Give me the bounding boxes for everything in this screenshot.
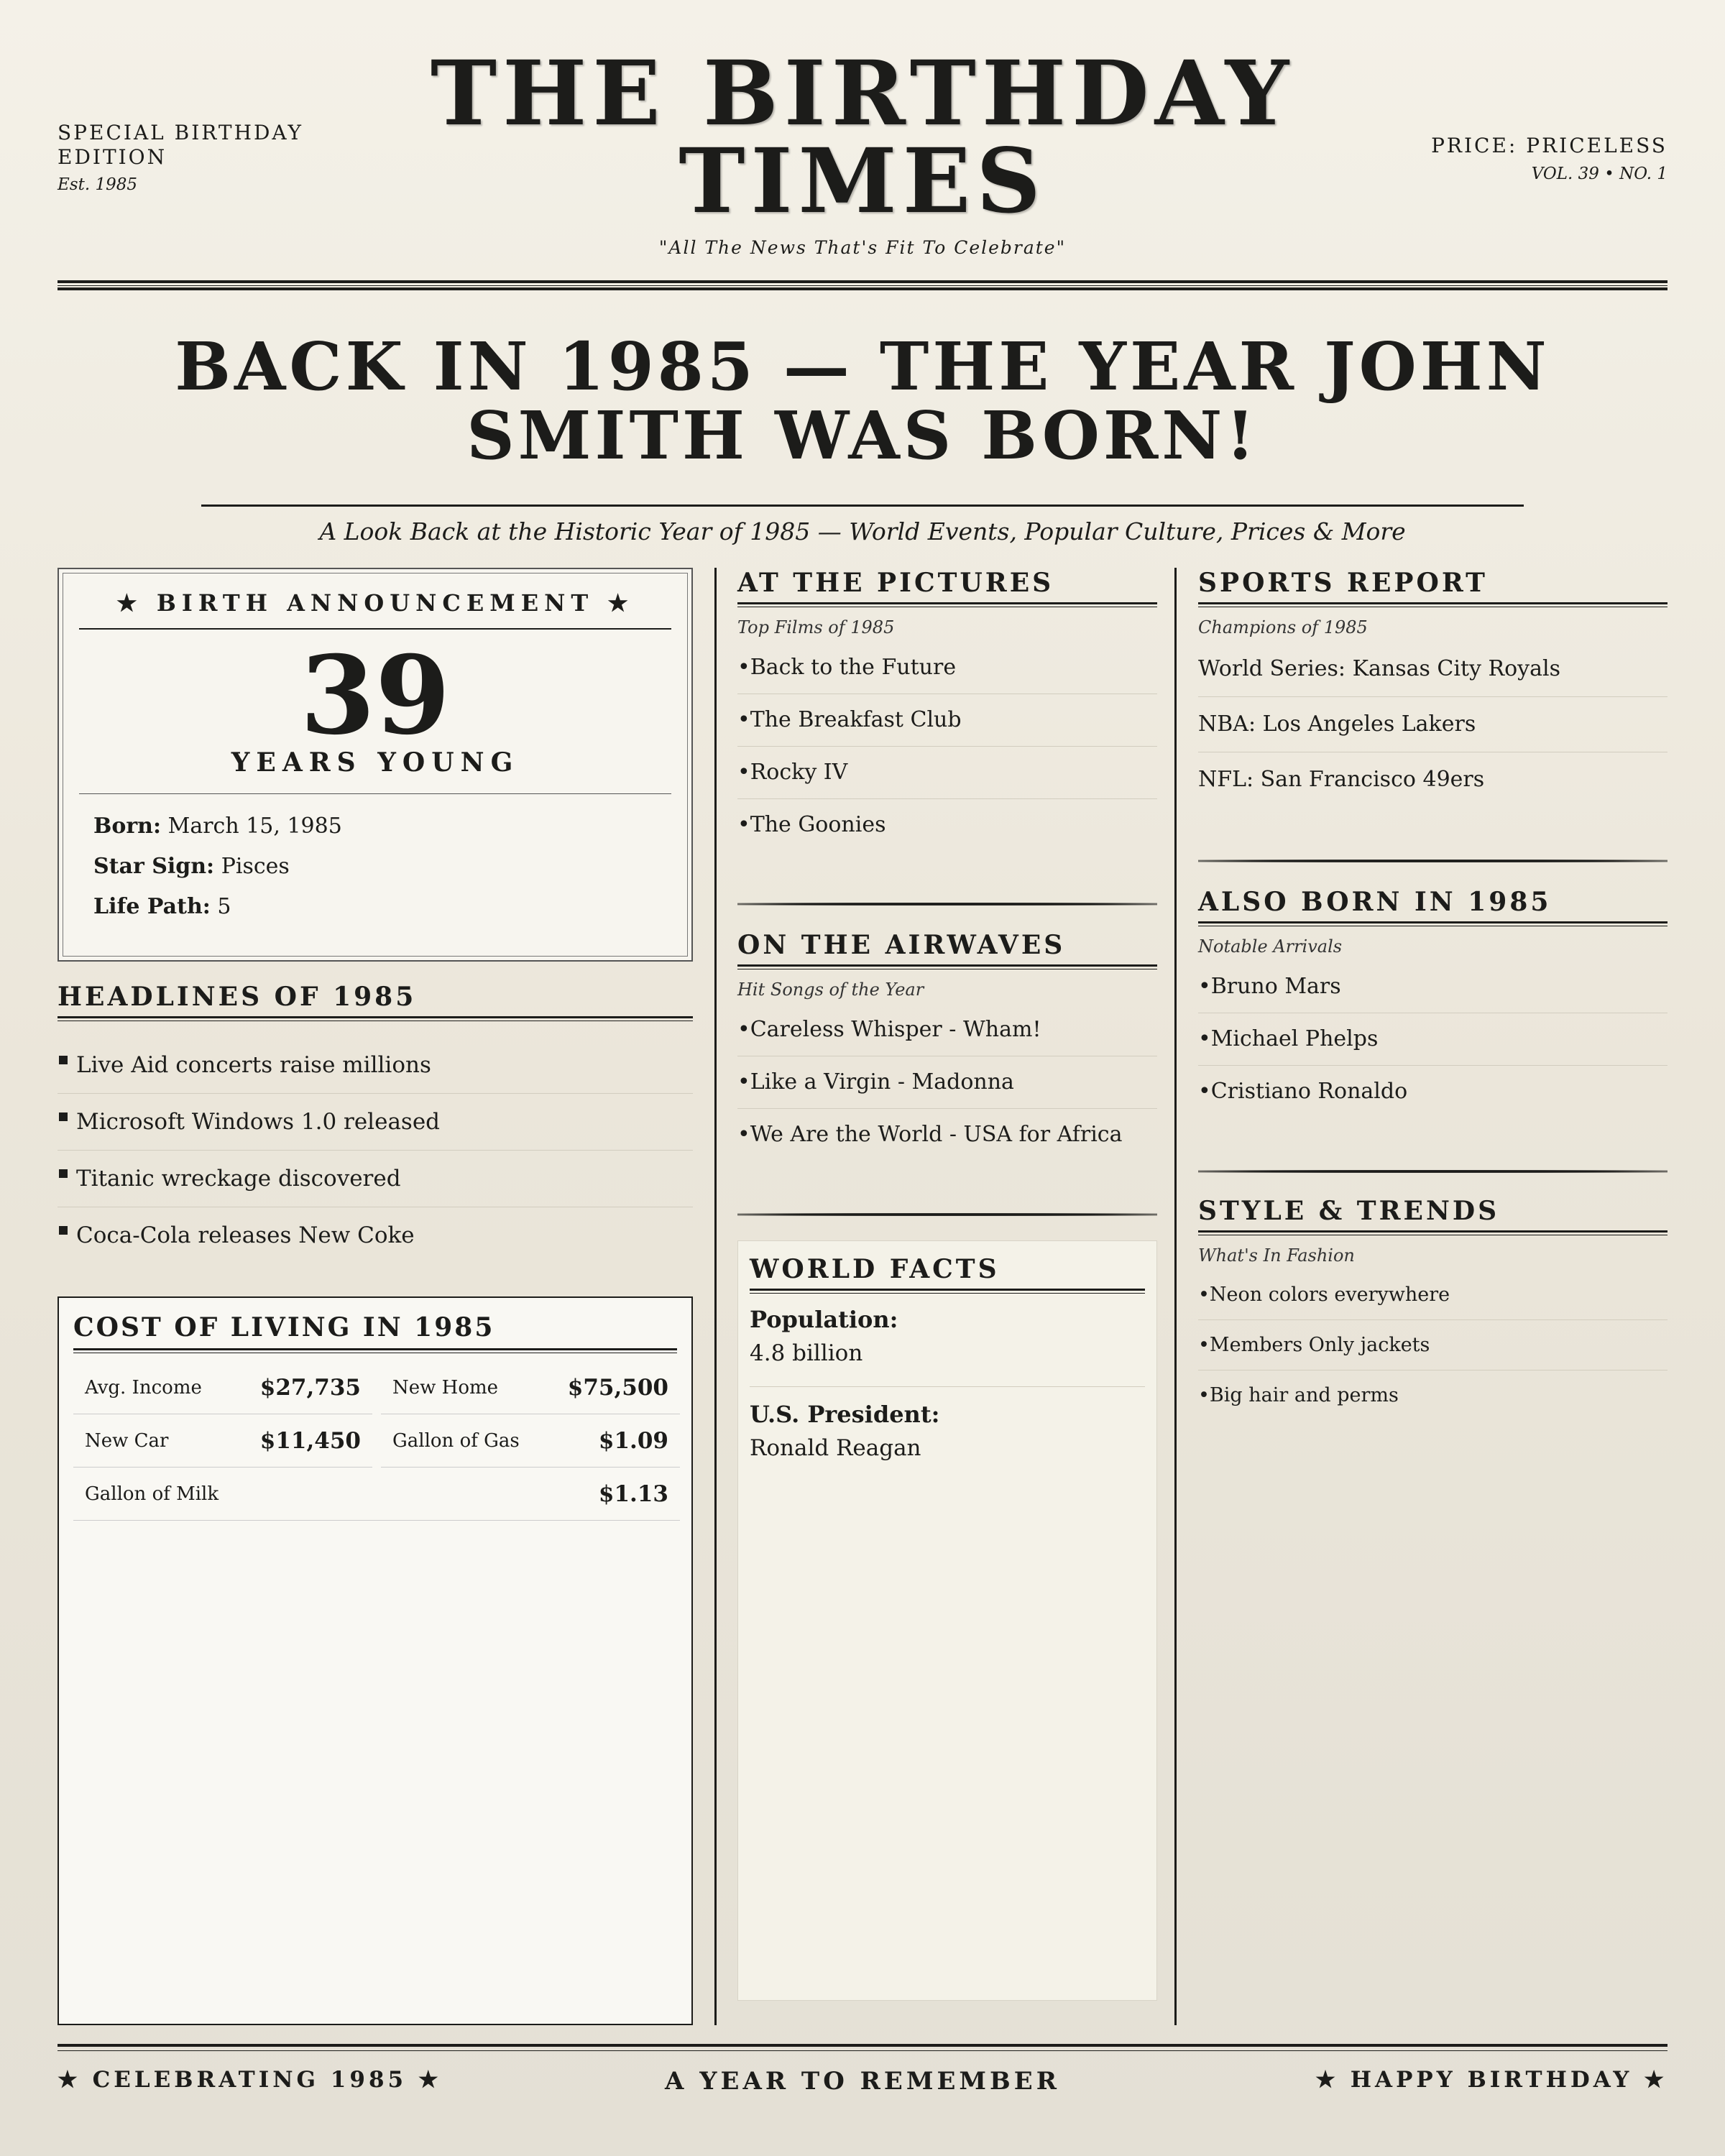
cost-label: Avg. Income [85, 1376, 202, 1399]
age-number: 39 [300, 632, 451, 759]
title-line-1: THE BIRTHDAY [430, 42, 1295, 146]
fact-value: Ronald Reagan [750, 1435, 921, 1461]
birth-fact-born [93, 814, 342, 854]
cost-value: $1.09 [598, 1427, 668, 1454]
headline-text: Microsoft Windows 1.0 released [76, 1109, 441, 1135]
ornamental-divider [737, 1213, 1157, 1216]
fact-label: Born: [93, 814, 162, 839]
pictures-subtitle: Top Films of 1985 [737, 617, 895, 637]
cost-value: $75,500 [567, 1374, 668, 1401]
cost-of-living-title: COST OF LIVING IN 1985 [73, 1312, 495, 1342]
list-item: •Careless Whisper - Wham! [737, 1004, 1157, 1056]
square-bullet-icon [59, 1056, 68, 1064]
also-born-title: ALSO BORN IN 1985 [1198, 887, 1552, 917]
also-born-section [1198, 887, 1668, 1118]
fact-value: 4.8 billion [750, 1340, 863, 1366]
fact-label: Star Sign: [93, 854, 215, 879]
list-item: •Michael Phelps [1198, 1013, 1668, 1066]
square-bullet-icon [59, 1169, 68, 1178]
cost-of-living-box [58, 1296, 693, 2025]
style-title: STYLE & TRENDS [1198, 1196, 1500, 1226]
world-facts-title: WORLD FACTS [750, 1254, 1000, 1284]
birth-announcement-box [58, 568, 693, 962]
birth-fact-star-sign [93, 854, 342, 894]
sports-section [1198, 568, 1668, 808]
fact-value: 5 [217, 894, 231, 919]
tagline: "All The News That's Fit To Celebrate" [658, 237, 1067, 258]
headline-line-1: BACK IN 1985 — THE YEAR JOHN [175, 328, 1550, 405]
list-item: •Back to the Future [737, 642, 1157, 694]
cost-item-new-home [381, 1361, 680, 1414]
list-item: •Members Only jackets [1198, 1320, 1668, 1370]
list-item: •Big hair and perms [1198, 1384, 1399, 1406]
list-item [58, 1094, 693, 1151]
birth-announcement-heading: ★ BIRTH ANNOUNCEMENT ★ [116, 589, 634, 617]
headlines-section [58, 982, 693, 1264]
pictures-section [737, 568, 1157, 852]
list-item: •We Are the World - USA for Africa [737, 1122, 1123, 1147]
pictures-title: AT THE PICTURES [737, 568, 1054, 598]
subheadline: A Look Back at the Historic Year of 1985 — World Events, Popular Culture, Prices & More [319, 517, 1406, 545]
headlines-list [58, 1037, 693, 1264]
section-rule [1198, 1230, 1668, 1235]
cost-value: $27,735 [259, 1374, 361, 1401]
cost-item-new-car [73, 1414, 372, 1468]
birth-fact-life-path [93, 894, 342, 934]
column-divider-2 [1174, 568, 1177, 2025]
champions-list [1198, 642, 1668, 808]
list-item: World Series: Kansas City Royals [1198, 642, 1668, 697]
cost-label: Gallon of Gas [392, 1429, 520, 1452]
list-item: •Bruno Mars [1198, 961, 1668, 1013]
also-born-subtitle: Notable Arrivals [1198, 936, 1343, 957]
list-item: NBA: Los Angeles Lakers [1198, 697, 1668, 752]
list-item: •The Goonies [737, 812, 886, 837]
fact-value: March 15, 1985 [167, 814, 342, 839]
age-caption: YEARS YOUNG [231, 747, 520, 778]
list-item: •The Breakfast Club [737, 694, 1157, 747]
square-bullet-icon [59, 1112, 68, 1121]
cost-value: $1.13 [598, 1480, 668, 1507]
footer-center: A YEAR TO REMEMBER [665, 2067, 1060, 2096]
section-rule [1198, 602, 1668, 607]
list-item: NFL: San Francisco 49ers [1198, 767, 1485, 792]
list-item: •Cristiano Ronaldo [1198, 1079, 1408, 1104]
section-rule [750, 1289, 1145, 1294]
title-line-2: TIMES [678, 129, 1046, 234]
list-item [58, 1151, 693, 1207]
cost-label: Gallon of Milk [85, 1483, 219, 1505]
birth-divider-top [79, 628, 671, 630]
masthead-right [1431, 134, 1668, 183]
main-headline [86, 328, 1639, 474]
masthead-divider [58, 280, 1668, 290]
cost-label: New Home [392, 1376, 499, 1399]
section-rule [58, 1016, 693, 1021]
section-rule [1198, 921, 1668, 926]
cost-item-gas [381, 1414, 680, 1468]
cost-value: $11,450 [259, 1427, 361, 1454]
birth-facts [93, 814, 342, 934]
ornamental-divider [1198, 860, 1668, 862]
cost-item-avg-income [73, 1361, 372, 1414]
list-item: •Like a Virgin - Madonna [737, 1056, 1157, 1109]
list-item [58, 1207, 693, 1264]
style-subtitle: What's In Fashion [1198, 1245, 1355, 1266]
square-bullet-icon [59, 1226, 68, 1235]
world-fact-population [750, 1306, 1145, 1387]
list-item [58, 1037, 693, 1094]
headline-text: Live Aid concerts raise millions [76, 1052, 431, 1078]
footer-divider [58, 2044, 1668, 2051]
films-list [737, 642, 1157, 852]
style-section [1198, 1196, 1668, 1421]
cost-item-milk [73, 1468, 680, 1521]
list-item: •Neon colors everywhere [1198, 1270, 1668, 1320]
footer-right: ★ HAPPY BIRTHDAY ★ [1315, 2067, 1668, 2093]
trends-list [1198, 1270, 1668, 1421]
ornamental-divider [1198, 1170, 1668, 1173]
notable-births-list [1198, 961, 1668, 1118]
world-fact-president [750, 1401, 1145, 1461]
headline-text: Titanic wreckage discovered [76, 1166, 401, 1192]
section-rule [737, 964, 1157, 969]
established-label: Est. 1985 [58, 175, 137, 194]
airwaves-section [737, 930, 1157, 1161]
fact-label: Population: [750, 1306, 898, 1333]
airwaves-title: ON THE AIRWAVES [737, 930, 1066, 960]
price-label: PRICE: PRICELESS [1431, 134, 1668, 157]
fact-value: Pisces [221, 854, 290, 879]
airwaves-subtitle: Hit Songs of the Year [737, 980, 924, 1000]
edition-label: SPECIAL BIRTHDAY EDITION [58, 121, 303, 169]
headline-text: Coca-Cola releases New Coke [76, 1222, 415, 1248]
volume-label: VOL. 39 • NO. 1 [1531, 165, 1668, 183]
column-divider-1 [714, 568, 717, 2025]
section-rule [737, 602, 1157, 607]
section-rule [73, 1348, 677, 1353]
ornamental-divider [737, 903, 1157, 906]
sports-subtitle: Champions of 1985 [1198, 617, 1368, 637]
list-item: •Rocky IV [737, 747, 1157, 799]
headlines-title: HEADLINES OF 1985 [58, 982, 417, 1012]
songs-list [737, 1004, 1157, 1161]
sports-title: SPORTS REPORT [1198, 568, 1488, 598]
footer-left: ★ CELEBRATING 1985 ★ [58, 2067, 442, 2093]
headline-line-2: SMITH WAS BORN! [466, 397, 1259, 474]
fact-label: U.S. President: [750, 1401, 940, 1428]
birth-divider-bottom [79, 793, 671, 794]
cost-label: New Car [85, 1429, 169, 1452]
headline-divider [201, 505, 1524, 507]
world-facts-box [737, 1240, 1157, 2001]
fact-label: Life Path: [93, 894, 211, 919]
